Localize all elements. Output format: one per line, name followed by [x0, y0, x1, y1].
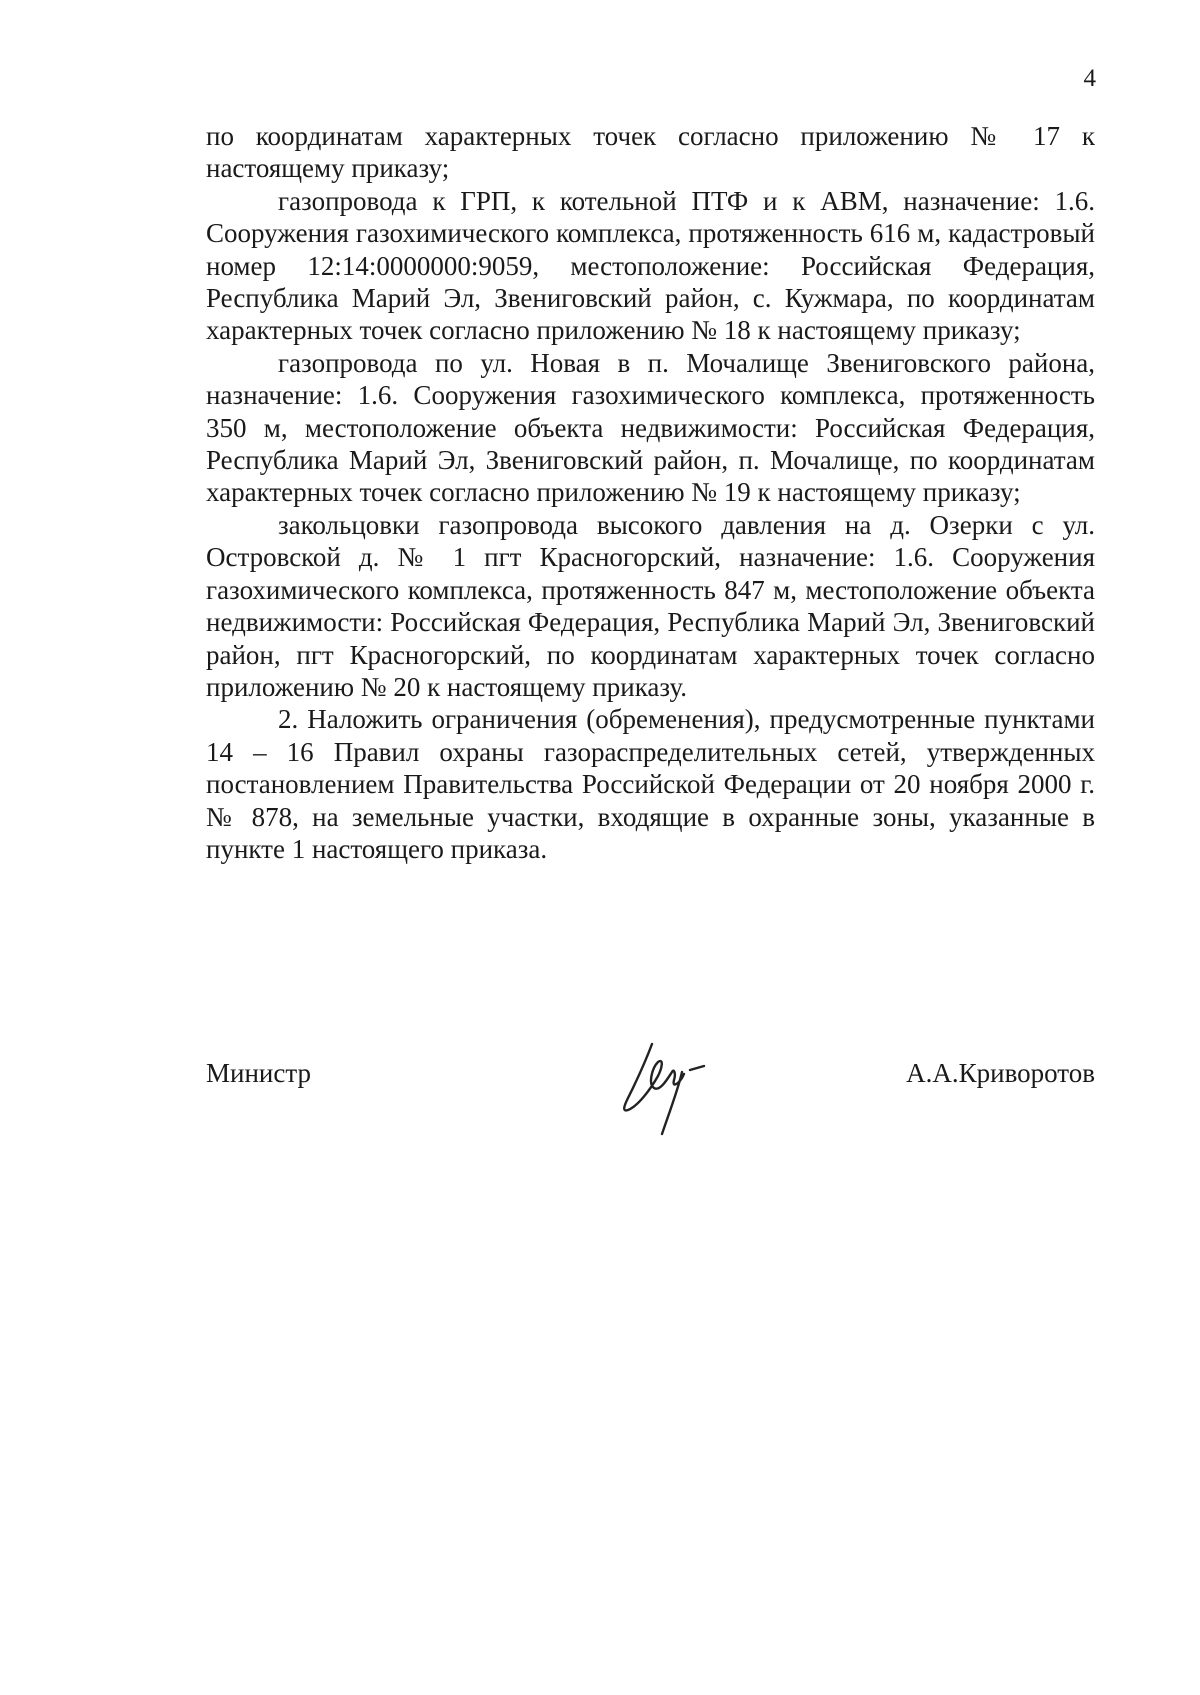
paragraph-5: 2. Наложить ограничения (обременения), предусмотренные пунктами 14 – 16 Правил охраны газораспределительных сетей, утвержденных постановлением Правительства Российской Федерации от 20 ноября 2000 г. № 878, на земельные участки, входящие в охранные зоны, указанные в пункте 1 настоящего приказа. — [206, 704, 1095, 864]
signature-block — [206, 1052, 1095, 1132]
signatory-title: Министр — [206, 1058, 311, 1088]
paragraph-3: газопровода по ул. Новая в п. Мочалище Звениговского района, назначение: 1.6. Сооружения газохимического комплекса, протяженность 350 м, местоположение объекта недвижимости: Российская Федерация, Республика Марий Эл, Звениговский район, п. Мочалище, по координатам характерных точек согласно приложению № 19 к настоящему приказу; — [206, 347, 1095, 508]
paragraph-2: газопровода к ГРП, к котельной ПТФ и к АВМ, назначение: 1.6. Сооружения газохимического комплекса, протяженность 616 м, кадастровый номер 12:14:0000000:9059, местоположение: Российская Федерация, Республика Марий Эл, Звениговский район, с. Кужмара, по координатам характерных точек согласно приложению № 18 к настоящему приказу; — [206, 185, 1095, 346]
paragraph-4: закольцовки газопровода высокого давления на д. Озерки с ул. Островской д. № 1 пгт Красногорский, назначение: 1.6. Сооружения газохимического комплекса, протяженность 847 м, местоположение объекта недвижимости: Российская Федерация, Республика Марий Эл, Звениговский район, пгт Красногорский, по координатам характерных точек согласно приложению № 20 к настоящему приказу. — [206, 509, 1095, 702]
paragraph-1: по координатам характерных точек согласно приложению № 17 к настоящему приказу; — [206, 121, 1095, 184]
handwritten-signature — [606, 1038, 726, 1148]
document-body — [206, 120, 1095, 865]
signatory-name: А.А.Криворотов — [906, 1058, 1095, 1088]
page-number: 4 — [1083, 65, 1096, 92]
